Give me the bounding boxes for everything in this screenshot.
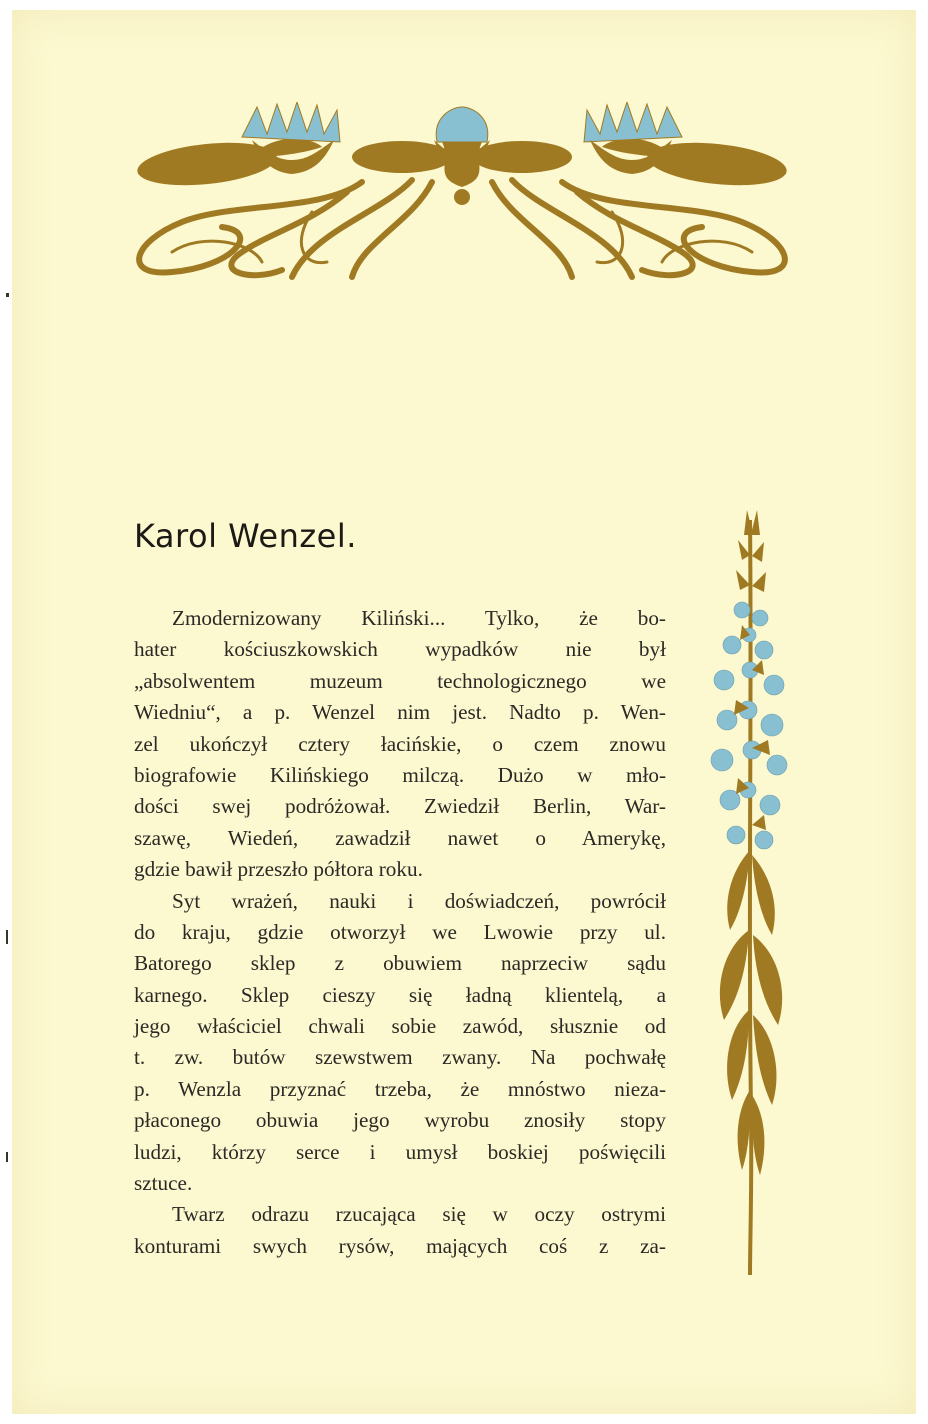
text-line: jego właściciel chwali sobie zawód, słusznie od — [134, 1014, 666, 1039]
text-line: szawę, Wiedeń, zawadził nawet o Amerykę, — [134, 825, 666, 850]
text-line: p. Wenzla przyznać trzeba, że mnóstwo nieza- — [134, 1076, 666, 1101]
text-line: Twarz odrazu rzucająca się w oczy ostrymi — [172, 1202, 666, 1227]
text-line: „absolwentem muzeum technologicznego we — [134, 668, 666, 693]
text-line: sztuce. — [134, 1171, 193, 1196]
text-line: gdzie bawił przeszło półtora roku. — [134, 857, 423, 882]
text-line: konturami swych rysów, mających coś z za- — [134, 1233, 666, 1258]
text-line: ludzi, którzy serce i umysł boskiej poświęcili — [134, 1139, 666, 1164]
text-line: Wiedniu“, a p. Wenzel nim jest. Nadto p. Wen- — [134, 700, 666, 725]
text-line: Batorego sklep z obuwiem naprzeciw sądu — [134, 951, 666, 976]
text-line: płaconego obuwia jego wyrobu znosiły stopy — [134, 1108, 666, 1133]
text-line: zel ukończył cztery łacińskie, o czem znowu — [134, 731, 666, 756]
text-line: hater kościuszkowskich wypadków nie był — [134, 637, 666, 662]
text-line: do kraju, gdzie otworzył we Lwowie przy ul. — [134, 919, 666, 944]
article-heading: Karol Wenzel. — [134, 517, 357, 555]
text-line: dości swej podróżował. Zwiedził Berlin, War- — [134, 794, 666, 819]
scan-mark — [6, 1152, 8, 1162]
text-line: Syt wrażeń, nauki i doświadczeń, powrócił — [172, 888, 666, 913]
book-page — [12, 10, 916, 1414]
text-line: biografowie Kilińskiego milczą. Dużo w mło- — [134, 762, 666, 787]
water-lily-ornament-icon — [112, 102, 812, 287]
scan-mark — [6, 930, 8, 944]
loosestrife-flower-spike-icon — [702, 510, 802, 1280]
text-line: Zmodernizowany Kiliński... Tylko, że bo- — [172, 606, 666, 630]
article-body — [134, 603, 666, 1262]
text-line: t. zw. butów szewstwem zwany. Na pochwałę — [134, 1045, 666, 1070]
text-line: karnego. Sklep cieszy się ładną klientelą, a — [134, 982, 666, 1007]
scan-mark — [6, 293, 9, 297]
